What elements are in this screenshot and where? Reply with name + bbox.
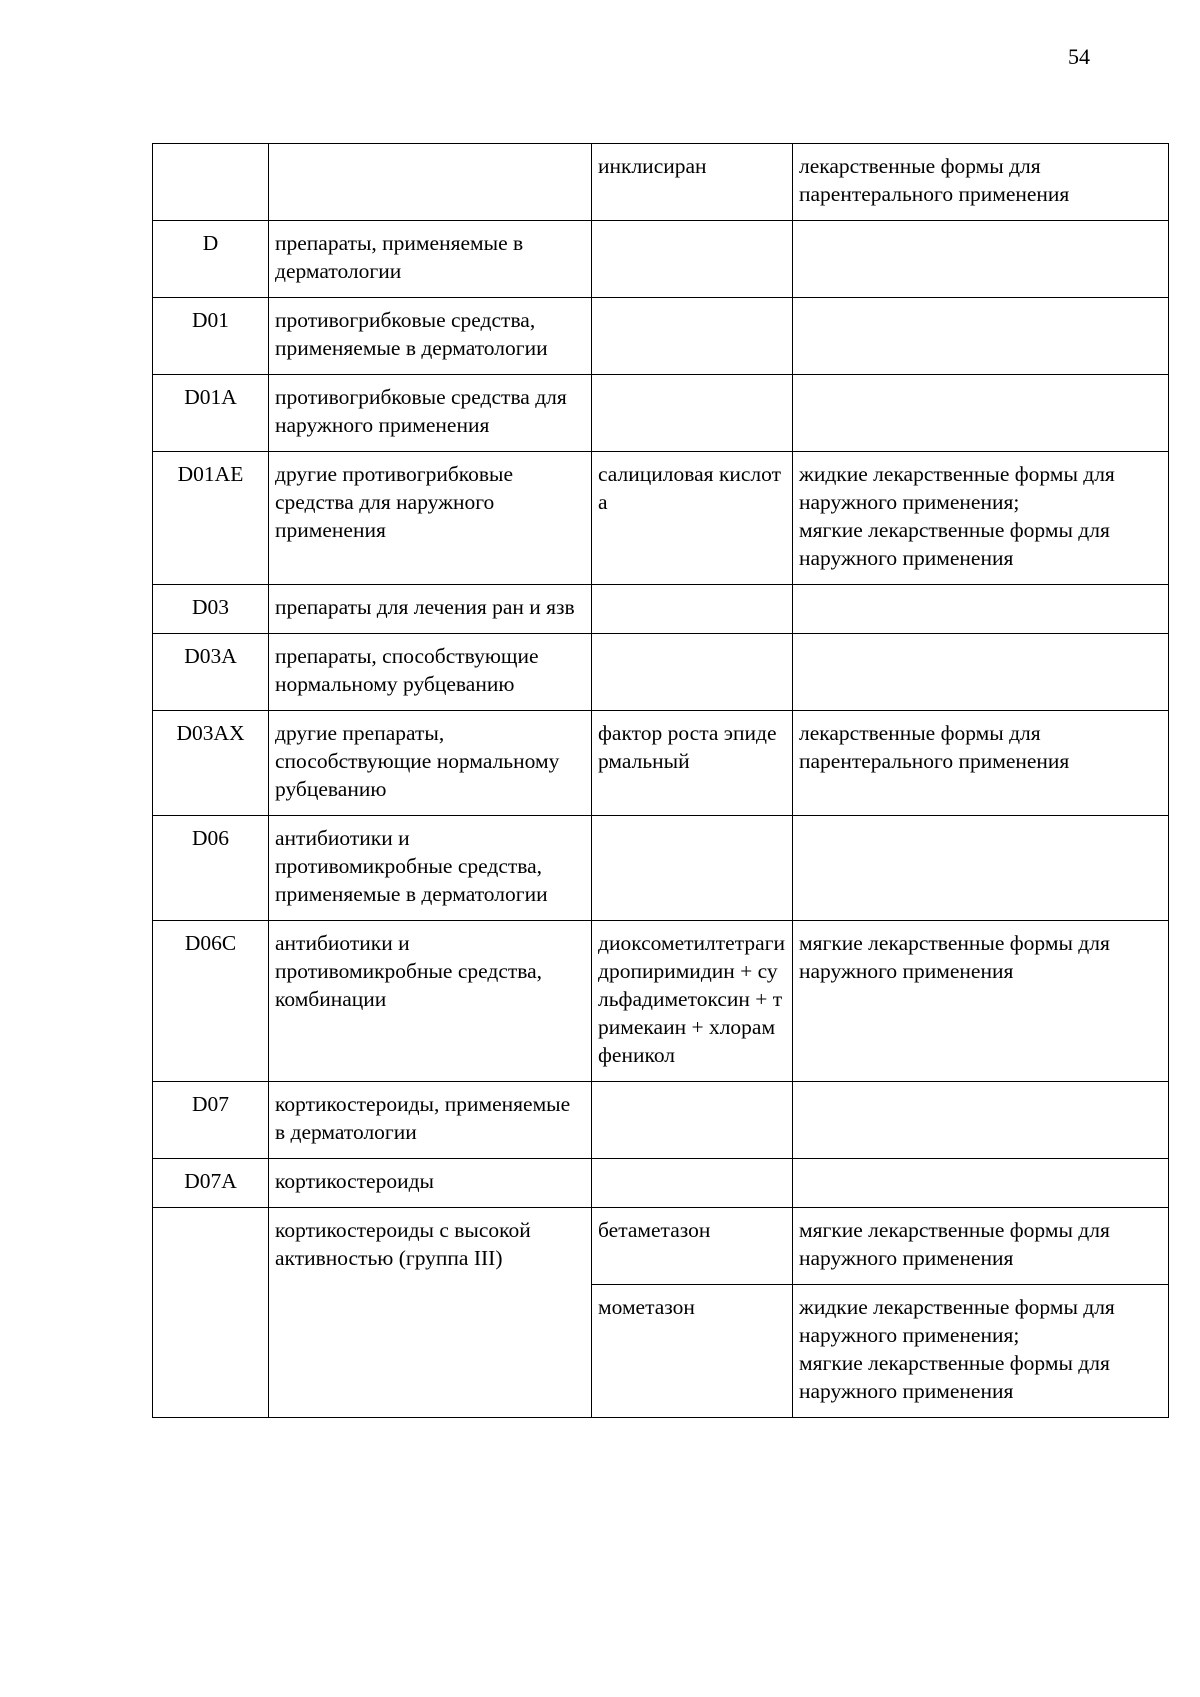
- dosage-form-line: мягкие лекарственные формы для наружного применения: [799, 518, 1110, 570]
- atc-code-cell: [153, 144, 269, 221]
- table-row: [153, 1082, 1169, 1159]
- dosage-forms-cell: [793, 1208, 1169, 1285]
- atc-code-cell: D03AX: [153, 711, 269, 816]
- drug-name-cell: бетаметазон: [592, 1208, 793, 1285]
- atc-table: [152, 143, 1169, 1418]
- drug-name-cell: [592, 221, 793, 298]
- atc-code-cell: D07A: [153, 1159, 269, 1208]
- anatomical-group-cell: антибиотики и противомикробные средства, комбинации: [269, 921, 592, 1082]
- atc-code-cell: D06C: [153, 921, 269, 1082]
- table-row: [153, 1159, 1169, 1208]
- drug-name-cell: [592, 1159, 793, 1208]
- dosage-forms-cell: [793, 298, 1169, 375]
- atc-code-cell: D07: [153, 1082, 269, 1159]
- table-row: [153, 634, 1169, 711]
- dosage-form-line: мягкие лекарственные формы для наружного применения: [799, 1351, 1110, 1403]
- dosage-forms-cell: [793, 144, 1169, 221]
- table-row: [153, 585, 1169, 634]
- anatomical-group-cell: антибиотики и противомикробные средства, применяемые в дерматологии: [269, 816, 592, 921]
- table-row: [153, 711, 1169, 816]
- dosage-forms-cell: [793, 452, 1169, 585]
- anatomical-group-cell: [269, 144, 592, 221]
- table-row: [153, 1208, 1169, 1285]
- table-row: [153, 452, 1169, 585]
- dosage-forms-cell: [793, 585, 1169, 634]
- drug-name-cell: [592, 1082, 793, 1159]
- anatomical-group-cell: другие препараты, способствующие нормальному рубцеванию: [269, 711, 592, 816]
- table-body: [153, 144, 1169, 1418]
- table-row: [153, 921, 1169, 1082]
- dosage-form-line: лекарственные формы для парентерального применения: [799, 721, 1070, 773]
- anatomical-group-cell: противогрибковые средства для наружного применения: [269, 375, 592, 452]
- anatomical-group-cell: препараты, применяемые в дерматологии: [269, 221, 592, 298]
- anatomical-group-cell: препараты, способствующие нормальному рубцеванию: [269, 634, 592, 711]
- atc-code-cell: D01A: [153, 375, 269, 452]
- drug-name-cell: [592, 298, 793, 375]
- anatomical-group-cell: кортикостероиды, применяемые в дерматологии: [269, 1082, 592, 1159]
- anatomical-group-cell: другие противогрибковые средства для наружного применения: [269, 452, 592, 585]
- dosage-forms-cell: [793, 1159, 1169, 1208]
- anatomical-group-cell: противогрибковые средства, применяемые в дерматологии: [269, 298, 592, 375]
- dosage-forms-cell: [793, 711, 1169, 816]
- dosage-form-line: жидкие лекарственные формы для наружного применения;: [799, 462, 1115, 514]
- anatomical-group-cell: препараты для лечения ран и язв: [269, 585, 592, 634]
- dosage-forms-cell: [793, 221, 1169, 298]
- dosage-forms-cell: [793, 816, 1169, 921]
- atc-code-cell: D: [153, 221, 269, 298]
- table-row: [153, 816, 1169, 921]
- atc-code-cell: D03: [153, 585, 269, 634]
- drug-name-cell: салициловая кислота: [592, 452, 793, 585]
- table-row: [153, 375, 1169, 452]
- atc-code-cell: [153, 1208, 269, 1418]
- drug-name-cell: [592, 375, 793, 452]
- anatomical-group-cell: кортикостероиды с высокой активностью (группа III): [269, 1208, 592, 1418]
- atc-code-cell: D03A: [153, 634, 269, 711]
- dosage-form-line: мягкие лекарственные формы для наружного применения: [799, 931, 1110, 983]
- dosage-forms-cell: [793, 921, 1169, 1082]
- page-number: 54: [1068, 44, 1090, 69]
- atc-code-cell: D01AE: [153, 452, 269, 585]
- drug-name-cell: фактор роста эпидермальный: [592, 711, 793, 816]
- atc-code-cell: D06: [153, 816, 269, 921]
- drug-name-cell: мометазон: [592, 1285, 793, 1418]
- drug-name-cell: [592, 585, 793, 634]
- drug-name-cell: диоксометилтетрагидропиримидин + сульфадиметоксин + тримекаин + хлорамфеникол: [592, 921, 793, 1082]
- dosage-form-line: жидкие лекарственные формы для наружного применения;: [799, 1295, 1115, 1347]
- atc-code-cell: D01: [153, 298, 269, 375]
- drug-name-cell: [592, 634, 793, 711]
- table-row: [153, 144, 1169, 221]
- dosage-form-line: мягкие лекарственные формы для наружного применения: [799, 1218, 1110, 1270]
- dosage-forms-cell: [793, 1285, 1169, 1418]
- table-row: [153, 221, 1169, 298]
- dosage-forms-cell: [793, 634, 1169, 711]
- table-row: [153, 298, 1169, 375]
- dosage-forms-cell: [793, 1082, 1169, 1159]
- drug-name-cell: инклисиран: [592, 144, 793, 221]
- anatomical-group-cell: кортикостероиды: [269, 1159, 592, 1208]
- dosage-form-line: лекарственные формы для парентерального применения: [799, 154, 1070, 206]
- dosage-forms-cell: [793, 375, 1169, 452]
- drug-name-cell: [592, 816, 793, 921]
